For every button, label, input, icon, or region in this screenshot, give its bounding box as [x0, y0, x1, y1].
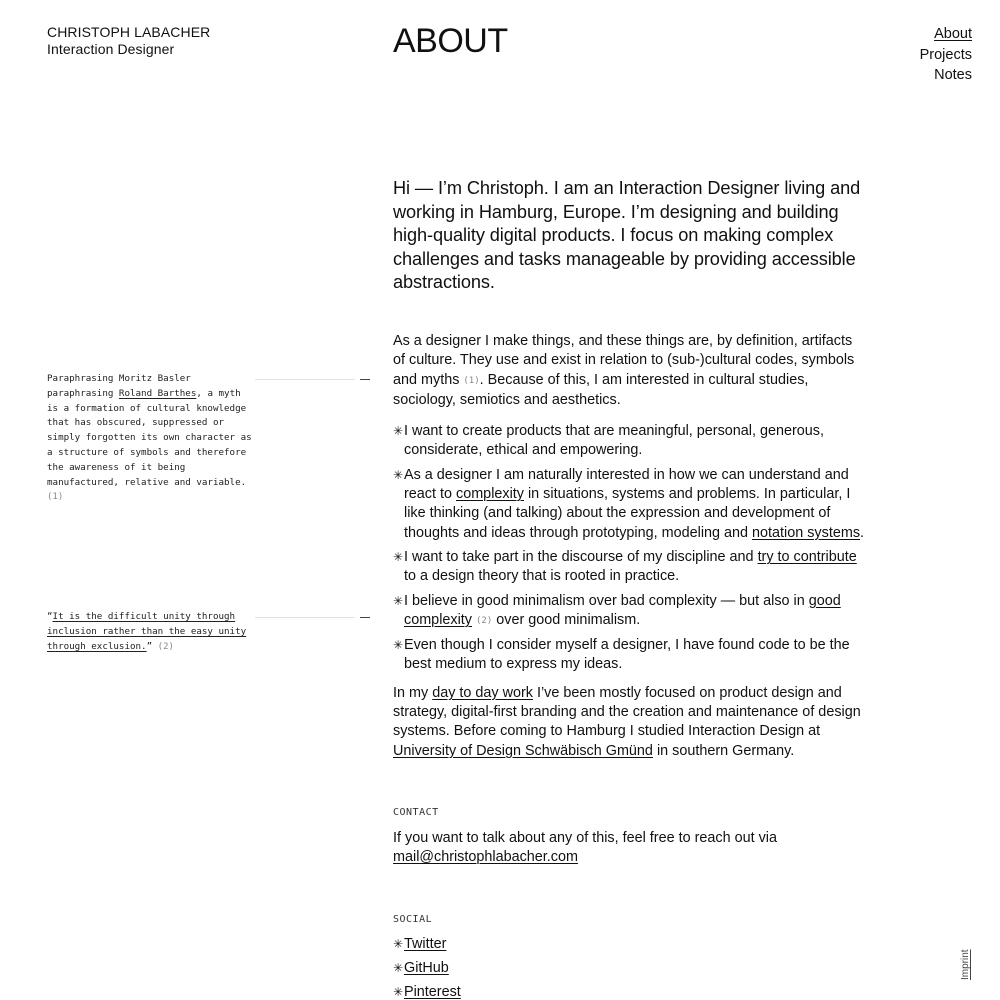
asterisk-bullet-icon: ✳: [393, 985, 404, 1000]
paragraph-text: . Because of this, I am interested in cultural studies, sociology, semiotics and aesthetics.: [393, 371, 809, 408]
sidenote-number-1: (1): [47, 492, 64, 503]
twitter-link[interactable]: Twitter: [404, 935, 447, 952]
good-complexity-link[interactable]: good complexity: [404, 592, 841, 628]
sidenote-text: , a myth is a formation of cultural knowledge that has obscured, suppressed or simply forgotten its own character as a structure of symbols and therefore the awareness of it being manufactured, relative and variable.: [47, 387, 252, 488]
list-item-text: in situations, systems and problems. In particular, I like thinking (and talking) about the expression and development of thoughts and ideas through prototyping, modeling and: [404, 486, 851, 541]
paragraph-text: in southern Germany.: [652, 742, 795, 759]
paragraph-text: As a designer I make things, and these things are, by definition, artifacts of culture. They use and exist in relation to (sub-)cultural codes, symbols and myths: [393, 332, 855, 388]
quote-mark: ”: [146, 640, 153, 652]
list-item-text: Even though I consider myself a designer, I have found code to be the best medium to express my ideas.: [404, 637, 850, 673]
beliefs-list: [393, 422, 868, 675]
sidenote-text: Paraphrasing Moritz Basler paraphrasing: [47, 373, 191, 399]
list-item-text: I want to take part in the discourse of my discipline and: [404, 548, 758, 565]
nav-link-about[interactable]: About: [934, 26, 972, 42]
list-item-text: to a design theory that is rooted in practice.: [404, 568, 680, 585]
asterisk-bullet-icon: ✳: [393, 960, 404, 975]
contact-heading: CONTACT: [393, 806, 439, 818]
asterisk-bullet-icon: ✳: [393, 638, 404, 653]
asterisk-bullet-icon: ✳: [393, 593, 404, 608]
university-link[interactable]: University of Design Schwäbisch Gmünd: [393, 742, 653, 759]
footnote-ref-2[interactable]: (2): [475, 615, 493, 626]
footnote-ref-1[interactable]: (1): [463, 375, 480, 386]
asterisk-bullet-icon: ✳: [393, 424, 404, 439]
list-item-text: I want to create products that are meaningful, personal, generous, considerate, ethical and empowering.: [404, 423, 824, 459]
site-identity: [47, 24, 210, 58]
asterisk-bullet-icon: ✳: [393, 936, 404, 951]
try-to-contribute-link[interactable]: try to contribute: [757, 548, 857, 565]
sidenote-connector-line: [255, 379, 355, 380]
sidenote-number-2: (2): [157, 641, 174, 652]
list-item: [393, 466, 868, 543]
main-content: [393, 177, 868, 1000]
github-link[interactable]: GitHub: [404, 959, 449, 976]
social-heading: SOCIAL: [393, 913, 433, 925]
sidenote-connector-line: [255, 617, 355, 618]
roland-barthes-link[interactable]: Roland Barthes: [118, 387, 197, 399]
paragraph-culture: [393, 332, 868, 410]
sidenote-1: [47, 372, 252, 505]
imprint-link[interactable]: Imprint: [960, 949, 971, 980]
notation-systems-link[interactable]: notation systems: [752, 524, 861, 541]
list-item: [393, 548, 868, 587]
list-item-text: As a designer I am naturally interested in how we can understand and react to: [404, 466, 849, 503]
quote-link[interactable]: It is the difficult unity through inclusion rather than the easy unity through exclusion.: [47, 611, 247, 652]
asterisk-bullet-icon: ✳: [393, 549, 404, 564]
nav-link-projects[interactable]: Projects: [919, 46, 972, 63]
contact-intro: If you want to talk about any of this, feel free to reach out via: [393, 829, 777, 846]
list-item-text: .: [860, 524, 865, 541]
page-title: ABOUT: [393, 22, 508, 60]
nav-link-notes[interactable]: Notes: [934, 67, 972, 83]
paragraph-text: I’ve been mostly focused on product design and strategy, digital-first branding and the creation and maintenance of design systems. Before coming to Hamburg I studied Interaction Design at: [393, 684, 861, 740]
social-item: [393, 935, 868, 954]
email-link[interactable]: mail@christophlabacher.com: [393, 849, 578, 866]
pinterest-link[interactable]: Pinterest: [404, 984, 461, 1000]
site-role: Interaction Designer: [47, 41, 175, 57]
day-to-day-work-link[interactable]: day to day work: [432, 684, 533, 701]
sidenote-marker: [360, 379, 370, 380]
asterisk-bullet-icon: ✳: [393, 467, 404, 482]
main-nav: [920, 24, 972, 86]
intro-text: Hi — I’m Christoph. I am an Interaction Designer living and working in Hamburg, Europe. I’m designing and building high-quality digital products. I focus on making complex challenges and tasks manageable by providing accessible abstractions.: [393, 178, 861, 293]
list-item: [393, 636, 868, 675]
paragraph-work: [393, 684, 868, 761]
social-list: [393, 935, 868, 1000]
social-item: [393, 983, 868, 1000]
sidenote-marker: [360, 617, 370, 618]
quote-mark: “: [47, 611, 53, 622]
list-item: [393, 592, 868, 632]
contact-text: [393, 829, 868, 868]
site-name[interactable]: CHRISTOPH LABACHER: [47, 24, 211, 40]
social-item: [393, 959, 868, 978]
list-item-text: I believe in good minimalism over bad complexity — but also in: [404, 592, 809, 609]
list-item-text: over good minimalism.: [492, 611, 641, 628]
list-item: [393, 422, 868, 461]
complexity-link[interactable]: complexity: [456, 486, 524, 503]
sidenote-2: [47, 610, 252, 654]
paragraph-text: In my: [393, 684, 433, 701]
